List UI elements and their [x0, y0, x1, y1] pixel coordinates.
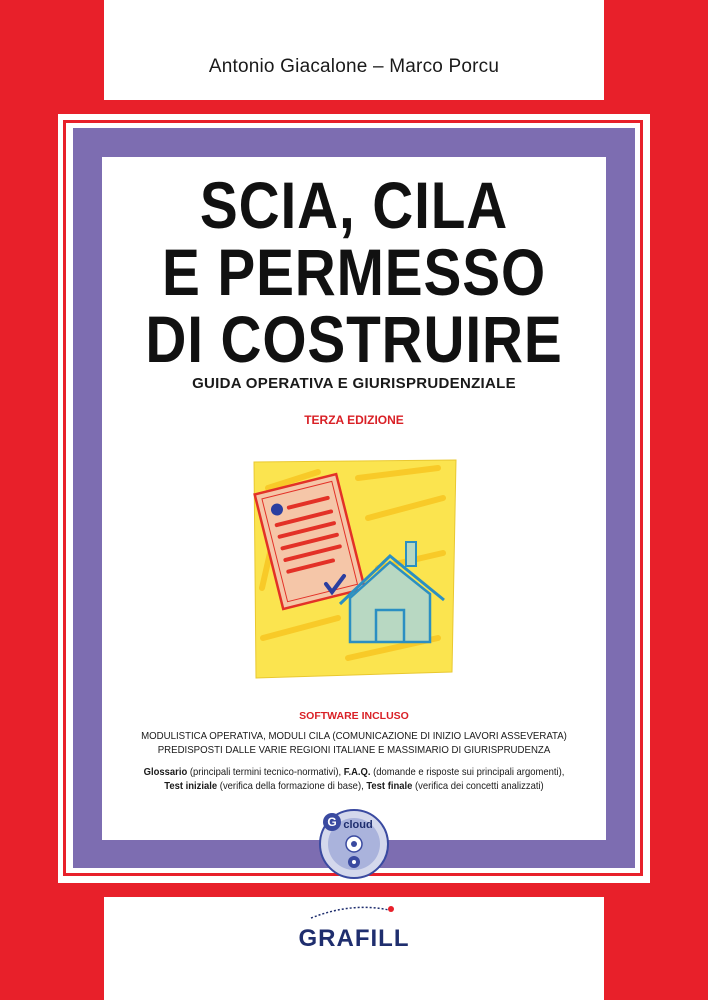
- authors: Antonio Giacalone – Marco Porcu: [208, 56, 500, 77]
- software-description: [122, 729, 586, 757]
- gcloud-label: cloud: [343, 819, 373, 831]
- document-house-icon: [248, 458, 460, 680]
- publisher-name: GRAFILL: [298, 925, 410, 952]
- red-band-top: [0, 100, 708, 114]
- grafill-logo: [307, 900, 397, 922]
- faq-label: F.A.Q.: [343, 766, 371, 778]
- software-desc-line-1: MODULISTICA OPERATIVA, MODULI CILA (COMUNICAZIONE DI INIZIO LAVORI ASSEVERATA): [141, 730, 567, 742]
- title-line-1: SCIA, CILA: [199, 168, 509, 242]
- software-label: SOFTWARE INCLUSO: [299, 710, 409, 722]
- glossario-desc: (principali termini tecnico-normativi),: [187, 766, 344, 778]
- test-finale-desc: (verifica dei concetti analizzati): [412, 780, 544, 792]
- features-text: [127, 765, 581, 793]
- test-iniziale-desc: (verifica della formazione di base),: [217, 780, 367, 792]
- svg-text:G: G: [327, 815, 337, 829]
- title-line-3: DI COSTRUIRE: [145, 302, 563, 376]
- glossario-label: Glossario: [143, 766, 188, 778]
- edition-label: TERZA EDIZIONE: [304, 413, 404, 427]
- test-iniziale-label: Test iniziale: [164, 780, 218, 792]
- features-line-1: [127, 765, 581, 779]
- test-finale-label: Test finale: [366, 780, 413, 792]
- book-subtitle: GUIDA OPERATIVA E GIURISPRUDENZIALE: [192, 375, 516, 392]
- software-desc-line-2: PREDISPOSTI DALLE VARIE REGIONI ITALIANE E MASSIMARIO DI GIURISPRUDENZA: [157, 744, 551, 756]
- book-title: [137, 168, 570, 376]
- red-band-bottom: [0, 883, 708, 897]
- faq-desc: (domande e risposte sui principali argomenti),: [370, 766, 565, 778]
- features-line-2: [127, 779, 581, 793]
- title-line-2: E PERMESSO: [162, 235, 546, 309]
- g-cloud-cd-icon: [318, 808, 390, 880]
